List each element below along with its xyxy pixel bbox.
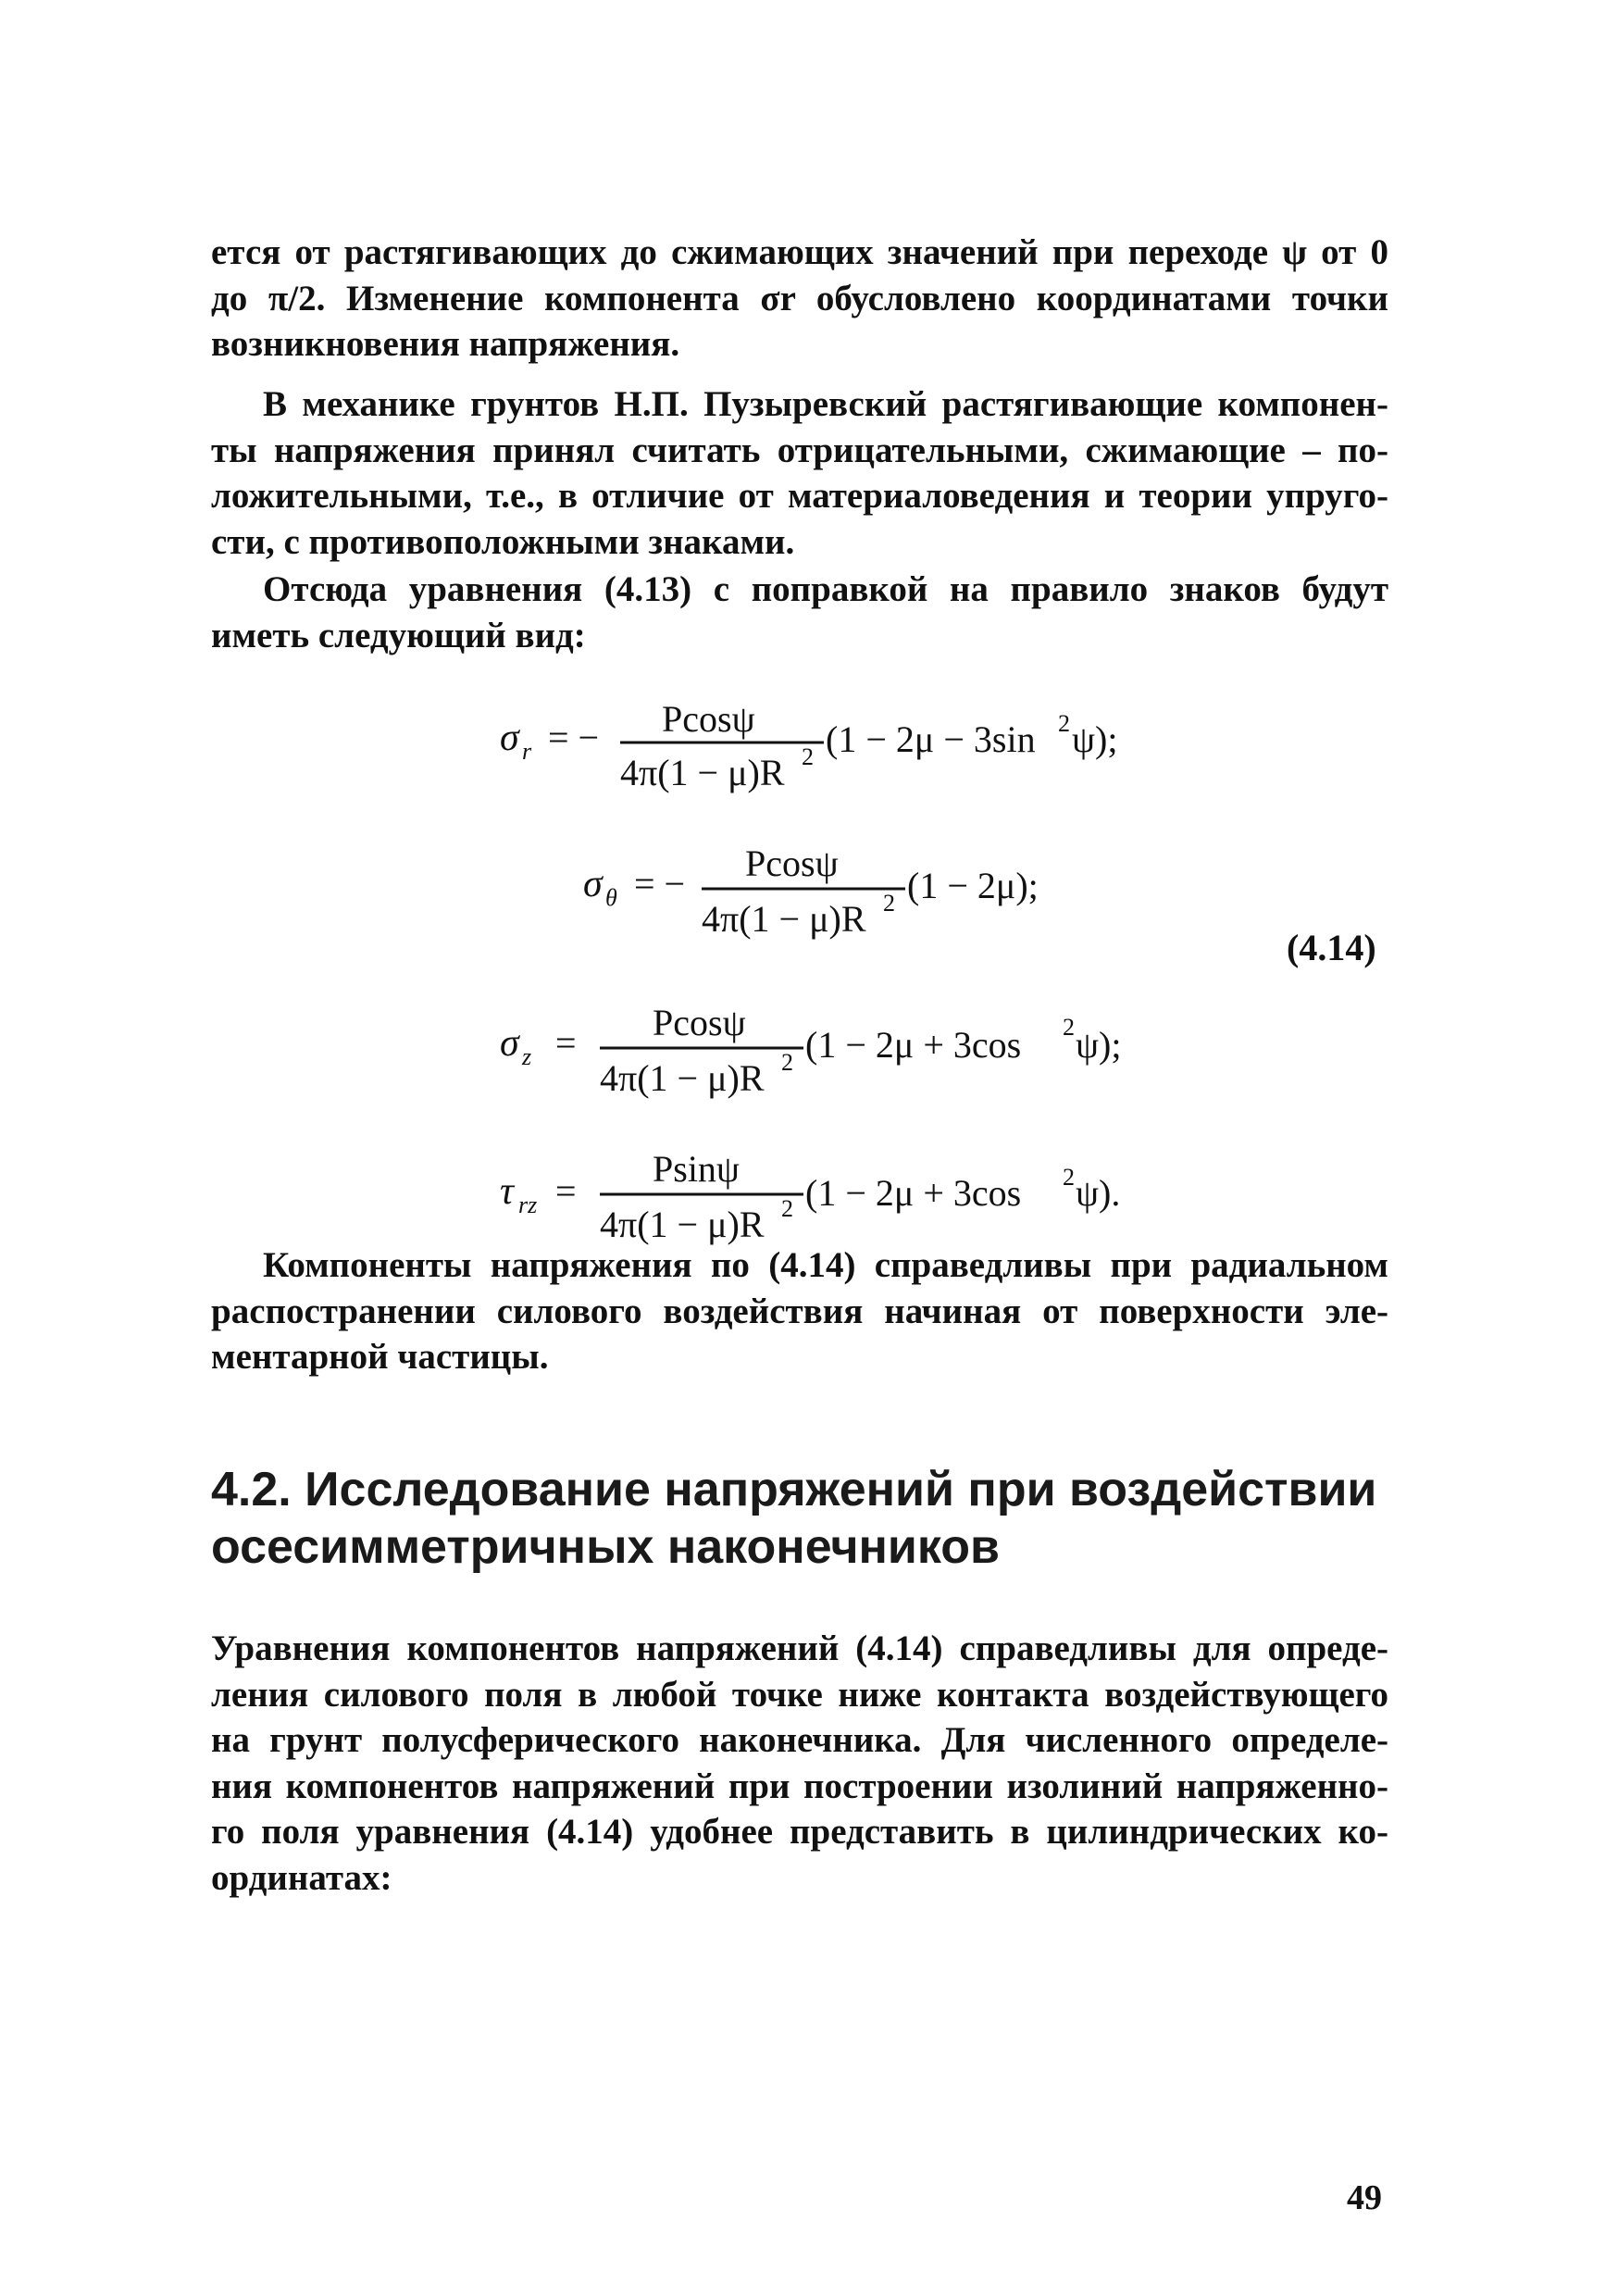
eq-numerator: Pcosψ bbox=[662, 698, 755, 740]
paragraph-line: В механике грунтов Н.П. Пузыревский растягивающие компонен- bbox=[263, 384, 1388, 424]
eq-sign: = − bbox=[634, 863, 686, 905]
eq-factor: (1 − 2μ); bbox=[907, 865, 1039, 906]
eq-tail: ψ); bbox=[1076, 1024, 1122, 1066]
equation-tau-rz bbox=[500, 1148, 1120, 1245]
eq-denominator-exp: 2 bbox=[883, 890, 895, 917]
eq-lhs: σ bbox=[500, 1022, 519, 1065]
eq-denominator: 4π(1 − μ)R bbox=[600, 1204, 765, 1245]
paragraph-line: ментарной частицы. bbox=[211, 1337, 549, 1377]
eq-lhs: τ bbox=[500, 1170, 515, 1213]
paragraph-line: на грунт полусферического наконечника. Для численного определе- bbox=[211, 1720, 1388, 1760]
eq-tail: ψ). bbox=[1076, 1172, 1121, 1214]
equation-sigma-z bbox=[500, 1002, 1121, 1099]
eq-lhs-sub: r bbox=[522, 738, 532, 765]
paragraph-line: ординатах: bbox=[211, 1857, 392, 1898]
paragraph-line: ния компонентов напряжений при построении изолиний напряженно- bbox=[211, 1766, 1388, 1806]
eq-numerator: Psinψ bbox=[653, 1148, 740, 1190]
eq-factor: (1 − 2μ + 3cos bbox=[805, 1024, 1022, 1066]
eq-sign: = − bbox=[548, 717, 600, 758]
page-number: 49 bbox=[1347, 2178, 1382, 2217]
paragraph-line: Компоненты напряжения по (4.14) справедливы при радиальном bbox=[263, 1245, 1388, 1285]
paragraph-3 bbox=[211, 567, 1388, 658]
eq-lhs-sub: θ bbox=[605, 884, 617, 911]
paragraph-line: до π/2. Изменение компонента σr обусловлено координатами точки bbox=[211, 278, 1388, 318]
paragraph-line: возникновения напряжения. bbox=[211, 324, 680, 364]
paragraph-line: распостранении силового воздействия начиная от поверхности эле- bbox=[211, 1291, 1388, 1331]
eq-denominator: 4π(1 − μ)R bbox=[600, 1057, 765, 1099]
paragraph-line: ется от растягивающих до сжимающих значений при переходе ψ от 0 bbox=[211, 232, 1388, 272]
eq-factor: (1 − 2μ − 3sin bbox=[826, 718, 1036, 760]
equation-sigma-r bbox=[500, 698, 1117, 793]
paragraph-2 bbox=[211, 381, 1388, 565]
paragraph-line: ложительными, т.е., в отличие от материаловедения и теории упруго- bbox=[211, 476, 1388, 516]
section-heading bbox=[211, 1461, 1414, 1576]
eq-tail: ψ); bbox=[1072, 718, 1118, 760]
eq-denominator: 4π(1 − μ)R bbox=[702, 898, 866, 940]
eq-factor-exp: 2 bbox=[1063, 1164, 1075, 1191]
eq-denominator: 4π(1 − μ)R bbox=[620, 752, 785, 793]
paragraph-line: иметь следующий вид: bbox=[211, 615, 586, 655]
paragraph-5 bbox=[211, 1626, 1388, 1901]
section-heading-line-1: 4.2. Исследование напряжений при воздействии bbox=[211, 1463, 1377, 1516]
eq-denominator-exp: 2 bbox=[781, 1195, 793, 1222]
paragraph-line: Уравнения компонентов напряжений (4.14) справедливы для опреде- bbox=[211, 1628, 1388, 1668]
eq-lhs-sub: rz bbox=[518, 1192, 538, 1218]
eq-sign: = bbox=[555, 1022, 577, 1064]
eq-denominator-exp: 2 bbox=[781, 1049, 793, 1076]
paragraph-line: ления силового поля в любой точке ниже контакта воздействующего bbox=[211, 1674, 1388, 1715]
paragraph-1 bbox=[211, 230, 1388, 368]
equation-number: (4.14) bbox=[1287, 927, 1376, 968]
equations-svg bbox=[463, 667, 1398, 1259]
eq-lhs: σ bbox=[583, 863, 603, 905]
section-heading-line-2: осесимметричных наконечников bbox=[211, 1520, 1000, 1574]
paragraph-line: Отсюда уравнения (4.13) с поправкой на правило знаков будут bbox=[263, 569, 1388, 609]
eq-numerator: Pcosψ bbox=[745, 842, 839, 884]
eq-denominator-exp: 2 bbox=[802, 743, 814, 770]
eq-numerator: Pcosψ bbox=[653, 1002, 746, 1043]
paragraph-line: сти, с противоположными знаками. bbox=[211, 521, 795, 562]
eq-factor: (1 − 2μ + 3cos bbox=[805, 1172, 1022, 1214]
paragraph-4 bbox=[211, 1242, 1388, 1380]
eq-sign: = bbox=[555, 1170, 577, 1212]
equation-system-4-14 bbox=[463, 667, 1398, 1259]
paragraph-line: ты напряжения принял считать отрицательными, сжимающие – по- bbox=[211, 430, 1388, 470]
eq-factor-exp: 2 bbox=[1058, 710, 1070, 737]
paragraph-line: го поля уравнения (4.14) удобнее представить в цилиндрических ко- bbox=[211, 1812, 1388, 1852]
equation-sigma-theta bbox=[583, 842, 1039, 940]
eq-lhs-sub: z bbox=[522, 1043, 532, 1070]
eq-lhs: σ bbox=[500, 717, 519, 759]
eq-factor-exp: 2 bbox=[1063, 1014, 1075, 1041]
